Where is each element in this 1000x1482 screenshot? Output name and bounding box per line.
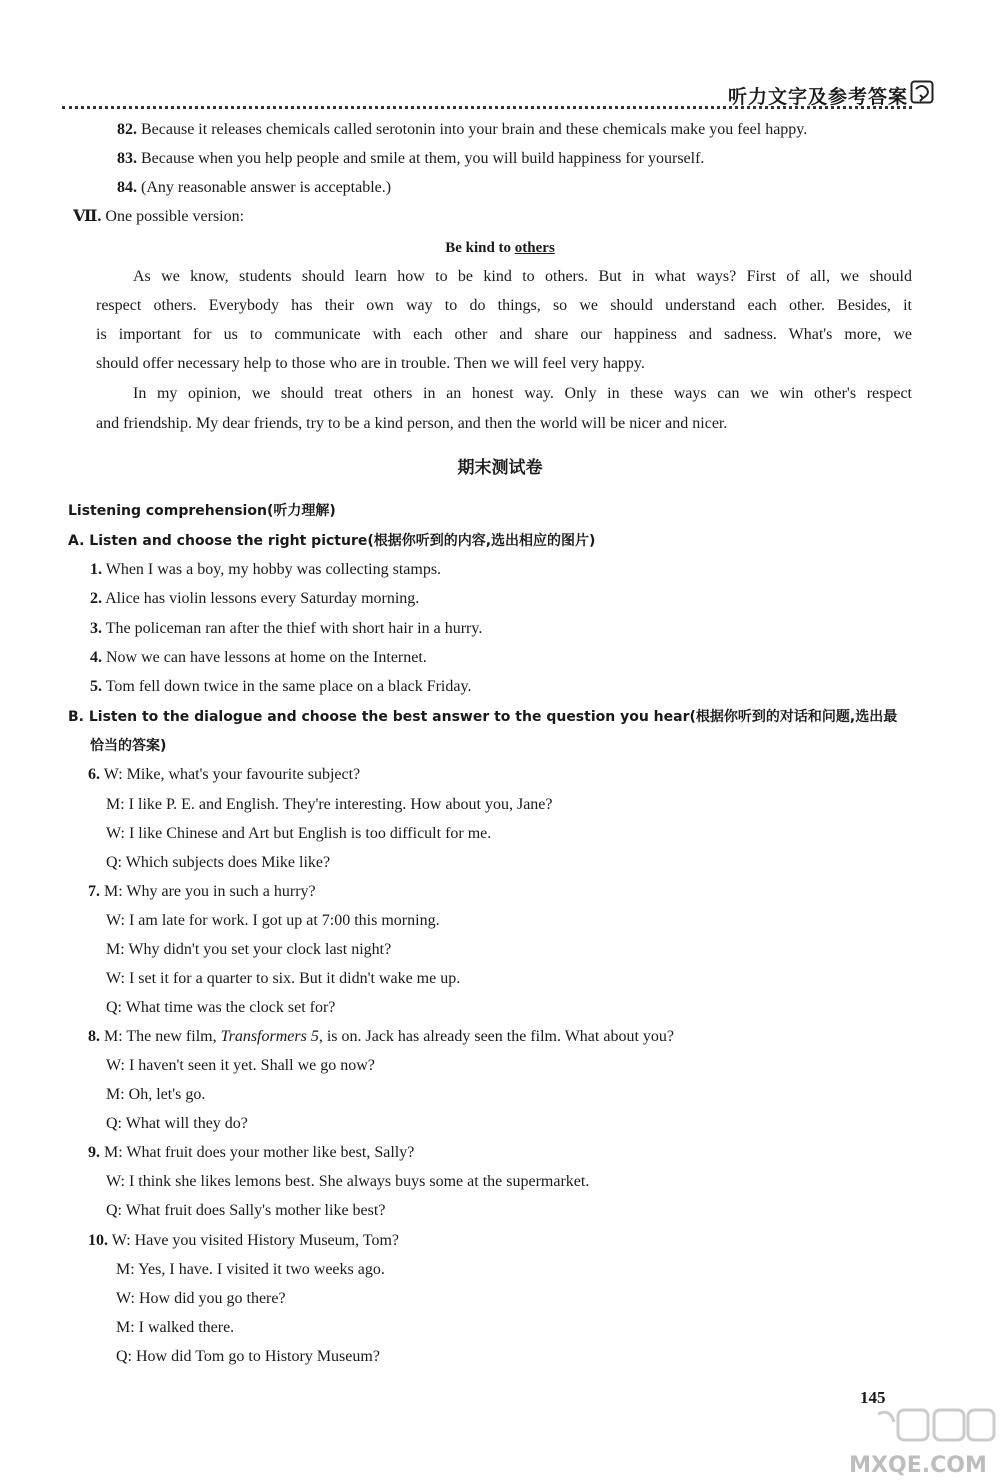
- dialogue-8-line-3: M: Oh, let's go.: [106, 1086, 206, 1103]
- part-b-heading-line-1: B. Listen to the dialogue and choose the best answer to the question you hear(根据你听到的对话和问题,选出最: [68, 709, 898, 725]
- part-a-item-4: 4. Now we can have lessons at home on the Internet.: [90, 649, 427, 666]
- essay-line-6: and friendship. My dear friends, try to be a kind person, and then the world will be nicer and nicer.: [96, 415, 728, 432]
- dialogue-7-line-3: M: Why didn't you set your clock last night?: [106, 941, 392, 958]
- essay-line-5: In my opinion, we should treat others in an honest way. Only in these ways can we win other's respect: [133, 385, 912, 402]
- essay-line-1: As we know, students should learn how to be kind to others. But in what ways? First of all, we should: [133, 268, 912, 285]
- dialogue-10-line-4: M: I walked there.: [116, 1319, 235, 1336]
- dialogue-9-line-2: W: I think she likes lemons best. She always buys some at the supermarket.: [106, 1173, 590, 1190]
- dialogue-8-question: Q: What will they do?: [106, 1115, 248, 1132]
- section-vii-heading: Ⅶ. One possible version:: [73, 208, 245, 225]
- running-header-title: 听力文字及参考答案: [727, 86, 908, 108]
- dialogue-6-question: Q: Which subjects does Mike like?: [106, 854, 331, 871]
- answer-82: 82. Because it releases chemicals called serotonin into your brain and these chemicals make you feel happy.: [117, 121, 808, 138]
- dialogue-9-question: Q: What fruit does Sally's mother like best?: [106, 1202, 386, 1219]
- dialogue-8-line-1: 8. M: The new film, Transformers 5, is on. Jack has already seen the film. What about you?: [88, 1028, 674, 1045]
- dialogue-6-line-1: 6. W: Mike, what's your favourite subject?: [88, 766, 361, 783]
- part-a-item-3: 3. The policeman ran after the thief with short hair in a hurry.: [90, 620, 483, 637]
- dialogue-10-line-1: 10. W: Have you visited History Museum, Tom?: [88, 1232, 400, 1249]
- dialogue-9-line-1: 9. M: What fruit does your mother like best, Sally?: [88, 1144, 415, 1161]
- page-number: 145: [860, 1388, 886, 1407]
- listening-heading: Listening comprehension(听力理解): [68, 503, 336, 519]
- dialogue-10-line-2: M: Yes, I have. I visited it two weeks ago.: [116, 1261, 385, 1278]
- header-dotted-divider: [62, 106, 912, 109]
- dialogue-10-line-3: W: How did you go there?: [116, 1290, 286, 1307]
- dialogue-6-line-3: W: I like Chinese and Art but English is too difficult for me.: [106, 825, 492, 842]
- dialogue-6-line-2: M: I like P. E. and English. They're interesting. How about you, Jane?: [106, 796, 553, 813]
- dialogue-7-line-4: W: I set it for a quarter to six. But it didn't wake me up.: [106, 970, 461, 987]
- dialogue-7-question: Q: What time was the clock set for?: [106, 999, 336, 1016]
- watermark-text: MXQE.COM: [849, 1453, 987, 1478]
- essay-line-4: should offer necessary help to those who are in trouble. Then we will feel very happy.: [96, 355, 645, 372]
- part-a-item-1: 1. When I was a boy, my hobby was collecting stamps.: [90, 561, 442, 578]
- final-test-title: 期末测试卷: [457, 458, 543, 478]
- dialogue-7-line-2: W: I am late for work. I got up at 7:00 this morning.: [106, 912, 440, 929]
- answer-84: 84. (Any reasonable answer is acceptable.): [117, 179, 392, 196]
- part-b-heading-line-2: 恰当的答案): [90, 738, 167, 754]
- essay-line-2: respect others. Everybody has their own way to do things, so we should understand each other. Besides, it: [96, 297, 912, 314]
- part-a-item-5: 5. Tom fell down twice in the same place on a black Friday.: [90, 678, 472, 695]
- dialogue-7-line-1: 7. M: Why are you in such a hurry?: [88, 883, 316, 900]
- answer-83: 83. Because when you help people and smile at them, you will build happiness for yourself.: [117, 150, 705, 167]
- watermark-logo: [838, 1402, 998, 1480]
- essay-line-3: is important for us to communicate with each other and share our happiness and sadness. What's more, we: [96, 326, 912, 343]
- part-a-heading: A. Listen and choose the right picture(根据你听到的内容,选出相应的图片): [68, 533, 596, 549]
- dialogue-8-line-2: W: I haven't seen it yet. Shall we go now?: [106, 1057, 375, 1074]
- dialogue-10-question: Q: How did Tom go to History Museum?: [116, 1348, 380, 1365]
- part-a-item-2: 2. Alice has violin lessons every Saturday morning.: [90, 590, 420, 607]
- essay-title: Be kind to others: [445, 240, 555, 256]
- arrow-swirl-icon: [910, 80, 934, 104]
